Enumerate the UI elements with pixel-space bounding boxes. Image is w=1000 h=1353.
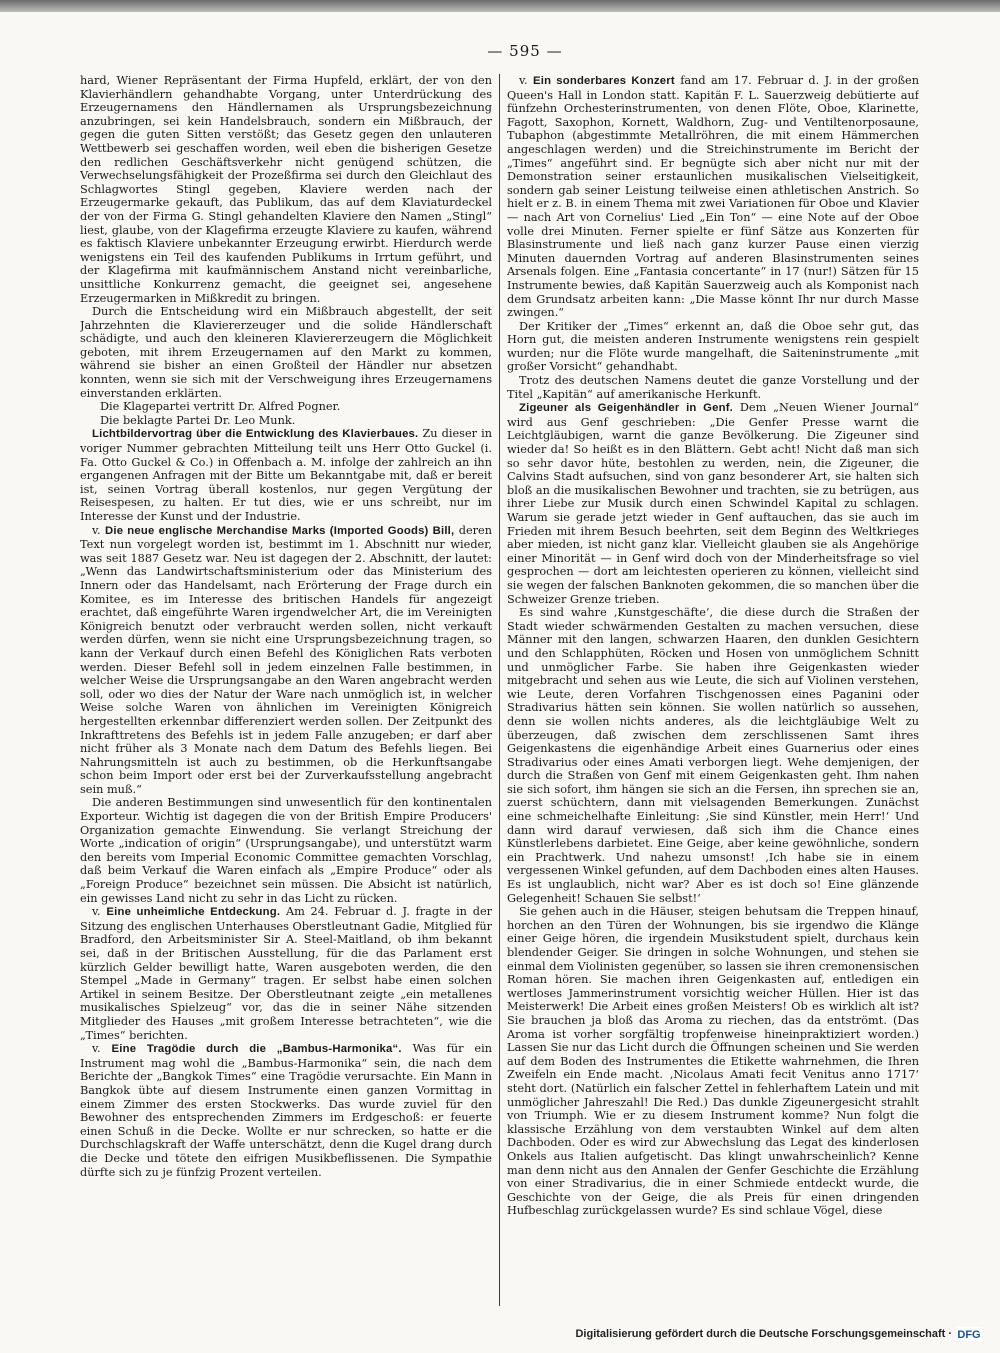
author-mark: v.: [92, 523, 101, 537]
digitization-credit: [575, 1325, 982, 1343]
article-paragraph: Es sind wahre ‚Kunstgeschäfte‘, die diese durch die Straßen der Stadt wieder schwärmenden Gestalten zu machen versuchen, diese Männer mit den langen, schwarzen Haaren, den dunklen Gesichtern und den Schlapphüten, Röcken und Hosen von unmöglichem Schnitt und unmöglicher Farbe. Sie haben ihre Geigenkasten wieder mitgebracht und sehen aus wie Leute, die sich auf Violinen verstehen, wie Leute, deren Vorfahren Tischgenossen eines Paganini oder Stradivarius hätten sein können. Sie wollen natürlich so aussehen, denn sie wollen nichts anderes, als die leichtgläubige Welt zu überzeugen, daß zwischen dem zerschlissenen Samt ihres Geigenkastens die eigenhändige Arbeit eines Guarnerius oder eines Stradivarius oder eines Amati verborgen liegt. Wehe demjenigen, der durch die Straßen von Genf mit einem Geigenkasten geht. Ihm nahen sie sich sofort, ihm hängen sie sich an die Fersen, ihn sprechen sie an, zuerst schüchtern, dann mit vielsagenden Bemerkungen. Zunächst eine schmeichelhafte Einleitung: ‚Sie sind Künstler, mein Herr!‘ Und dann wird darauf verwiesen, daß sich ihm die Chance eines Künstlerlebens darbietet. Eine Geige, aber keine gewöhnliche, sondern ein Prachtwerk. Und nahezu umsonst! ‚Ich habe sie in einem vergessenen Winkel gefunden, auf dem Dachboden eines alten Hauses. Es ist unglaublich, nicht war? Aber es ist doch so! Eine glänzende Gelegenheit! Schauen Sie selbst!‘: [507, 606, 919, 905]
article-text: Dem „Neuen Wiener Journal“ wird aus Genf geschrieben: „Die Genfer Presse warnt die Leichtgläubigen, warnt die ganze Bevölkerung. Die Zigeuner sind wieder da! So heißt es in den Blättern. Gebt acht! Nicht daß man sich so sehr davor hüte, bestohlen zu werden, nein, die Zigeuner, die Calvins Stadt aufsuchen, sind von ganz besonderer Art, sie halten sich bloß an die musikalischen Bewohner und trachten, sie zu betrügen, aus ihrer Liebe zur Musik durch einen Schwindel Kapital zu schlagen. Warum sie gerade jetzt wieder in Genf auftauchen, das sie auch im Frieden mit ihrem Besuch beehrten, seit dem Beginn des Weltkrieges aber mieden, ist nicht ganz klar. Vielleicht glauben sie als Angehörige einer Minorität — in Genf wird doch von der Minderheitsfrage so viel gesprochen — dort am leichtesten operieren zu können, vielleicht sind sie wegen der falschen Banknoten gekommen, die so manchen über die Schweizer Grenze trieben.: [507, 401, 919, 606]
article-unheimliche-entdeckung: [80, 905, 492, 1042]
column-divider: [499, 74, 500, 1306]
author-mark: v.: [92, 905, 101, 919]
plaintiff-counsel-line: Die Klagepartei vertritt Dr. Alfred Pogner.: [100, 400, 341, 414]
scan-edge-bar: [0, 0, 1000, 12]
article-text: Am 24. Februar d. J. fragte in der Sitzung des englischen Unterhauses Oberstleutnant Gadie, Mitglied für Bradford, den Arbeitsminister Sir A. Steel-Maitland, ob ihm bekannt sei, daß in der Britischen Ausstellung, für die das Parlament erst kürzlich Gelder bewilligt hatte, Waren ausgeboten werden, die den Stempel „Made in Germany“ tragen. Er selbst habe einen solchen Artikel in seinem Besitze. Der Oberstleutnant zeigte „ein metallenes musikalisches Spielzeug“ vor, das die in seiner Nähe sitzenden Mitglieder des Hauses „mit großem Interesse betrachteten“, wie die „Times“ berichten.: [80, 905, 492, 1042]
article-heading: Ein sonderbares Konzert: [533, 75, 675, 87]
article-text: deren Text nun vorgelegt worden ist, bestimmt im 1. Abschnitt nur wieder, was seit 1887 Gesetz war. Neu ist dagegen der 2. Abschnitt, der lautet: „Wenn das Landwirtschaftsministerium oder das Ministerium des Innern oder das Handelsamt, nach Erörterung der Frage durch ein Komitee, es im Interesse des britischen Handels für angezeigt erachtet, daß eingeführte Waren irgendwelcher Art, die im Vereinigten Königreich benutzt oder verbraucht werden sollen, nicht verkauft werden dürfen, wenn sie nicht eine Ursprungsbezeichnung tragen, so kann der Verkauf durch einen Befehl des Königlichen Rats verboten werden. Dieser Befehl soll in jedem einzelnen Falle bestimmen, in welcher Weise die Ursprungsangabe an den Waren angebracht werden soll, oder wo dies der Natur der Ware nach unmöglich ist, in welcher Weise solche Waren von ähnlichen im Vereinigten Königreich hergestellten erkennbar differenziert werden sollen. Der Zeitpunkt des Inkrafttretens des Befehls ist in jedem Falle anzugeben; er darf aber nicht früher als 3 Monate nach dem Datum des Befehls liegen. Bei Nahrungsmitteln ist auch zu bestimmen, ob die Herkunftsangabe schon beim Import oder erst bei der Zurverkaufsstellung angebracht sein muß.“: [80, 523, 492, 796]
article-bambus-harmonika: [80, 1042, 492, 1179]
article-merchandise-marks: [80, 524, 492, 797]
author-mark: v.: [92, 1042, 101, 1056]
article-paragraph: Sie gehen auch in die Häuser, steigen behutsam die Treppen hinauf, horchen an den Türen der Wohnungen, bis sie irgendwo die Klänge einer Geige hören, die irgendein Musikstudent spielt, durchaus kein blendender Geiger. Sie dringen in solche Wohnungen, und stehen sie einmal dem Violinisten gegenüber, so lassen sie ihren cremonensischen Roman hören. Sie machen ihren Geigenkasten auf, entledigen ein wertloses Jammerinstrument vorsichtig weicher Hüllen. Hier ist das Meisterwerk! Die Arbeit eines großen Meisters! Ob es wirklich alt ist? Sie brauchen ja bloß das Aroma zu riechen, das da entströmt. (Das Aroma ist vorher sorgfältig tropfenweise hineinpraktiziert worden.) Lassen Sie nur das Licht durch die Öffnungen scheinen und Sie werden auf dem Boden des Instrumentes die Etikette wahrnehmen, die Ihren Zweifeln ein Ende macht. ‚Nicolaus Amati fecit Venitus anno 1717‘ steht dort. (Natürlich ein falscher Zettel in fehlerhaftem Latein und mit unmöglicher Jahreszahl! Die Red.) Das dunkle Zigeunergesicht strahlt von Triumph. Wie er zu diesem Instrument komme? Nun folgt die klassische Erzählung von dem verstaubten Winkel auf dem alten Dachboden. Oder es wird zur Abwechslung das Legat des kinderlosen Onkels aus Italien aufgetischt. Das klingt unwahrscheinlich? Kenne man denn nicht aus den Annalen der Genfer Geschichte die Erzählung von einer Stradivarius, die in einer Schmiede entdeckt wurde, die Geschichte von der Geige, die als Preis für einen dringenden Hufbeschlag zurückgelassen wurde? Es sind schlaue Vögel, diese: [507, 905, 919, 1218]
article-heading: Lichtbildervortrag über die Entwicklung des Klavierbaues.: [92, 428, 419, 441]
article-text: Zu dieser in voriger Nummer gebrachten Mitteilung teilt uns Herr Otto Guckel (i. Fa. Otto Guckel & Co.) in Offenbach a. M. infolge der zahlreich an ihn ergangenen Anfragen mit der Bitte um Bekanntgabe mit, daß er bereit ist, seinen Vortrag überall kostenlos, nur gegen Vergütung der Reisespesen, zu halten. Er tut dies, wie er uns schreibt, nur im Interesse der Kunst und der Industrie.: [80, 427, 492, 523]
right-column: [507, 74, 919, 1314]
article-heading: Zigeuner als Geigenhändler in Genf.: [519, 402, 733, 415]
dfg-logo-icon: [956, 1327, 982, 1341]
article-heading: Die neue englische Merchandise Marks (Imported Goods) Bill,: [105, 524, 455, 537]
article-lichtbildervortrag: [80, 427, 492, 523]
article-continuation-paragraph: hard, Wiener Repräsentant der Firma Hupfeld, erklärt, der von den Klavierhändlern gehandhabte Vorgang, unter Unterdrückung des Erzeugernamens den Händlernamen als Ursprungsbezeichnung anzubringen, sei kein Handelsbrauch, sondern ein Mißbrauch, der gegen die guten Sitten verstößt; das Gesetz gegen den unlauteren Wettbewerb sei geschaffen worden, weil eben die bisherigen Gesetze den redlichen Geschäftsverkehr nicht genügend schützen, die Verwechselungsfähigkeit der Prozeßfirma sei durch den Gleichlaut des Schlagwortes Stingl gegeben, Klaviere werden nach der Erzeugermarke gekauft, das Publikum, das auf dem Klaviaturdeckel der von der Firma G. Stingl gehandelten Klaviere den Namen „Stingl“ liest, glaube, von der Klagefirma erzeugte Klaviere zu kaufen, während es faktisch Klaviere unbekannter Erzeugung erwirbt. Hierdurch werde wenigstens ein Teil des kaufenden Publikums in Irrtum geführt, und der Klagefirma mit kaufmännischem Anstand nicht vereinbarliche, unsittliche Konkurrenz gemacht, die geeignet sei, angesehene Erzeugermarken in Mißkredit zu bringen.: [80, 74, 492, 305]
article-text: Was für ein Instrument mag wohl die „Bambus-Harmonika“ sein, die nach dem Berichte der „Bangkok Times“ eine Tragödie verursachte. Ein Mann in Bangkok übte auf diesem Instrumente einen ganzen Vormittag in einem Zimmer des ersten Stockwerks. Das wurde zuviel für den Bewohner des entsprechenden Zimmers im Erdgeschoß: er feuerte einen Schuß in die Decke. Wollte er nur schrecken, so hatte er die Durchschlagskraft der Waffe unterschätzt, denn die Kugel drang durch die Decke und tötete den eifrigen Musikbeflissenen. Die Sympathie dürfte sich zu je fünfzig Prozent verteilen.: [80, 1042, 492, 1179]
article-zigeuner-genf: [507, 401, 919, 606]
article-heading: Eine Tragödie durch die „Bambus-Harmonika“.: [111, 1043, 402, 1056]
page-number: — 595 —: [487, 42, 563, 60]
article-sonderbares-konzert: [507, 74, 919, 320]
article-paragraph: Die anderen Bestimmungen sind unwesentlich für den kontinentalen Exporteur. Wichtig ist dagegen die von der British Empire Producers' Organization gemachte Einwendung. Sie verlangt Streichung der Worte „indication of origin“ (Ursprungsangabe), und unterstützt warm den bereits vom Imperial Economic Committee gemachten Vorschlag, daß beim Verkauf die Waren einfach als „Empire Produce“ oder als „Foreign Produce“ bezeichnet sein müssen. Die Absicht ist natürlich, ein gewisses Land nicht zu sehr in das Licht zu rücken.: [80, 796, 492, 905]
article-text: fand am 17. Februar d. J. in der großen Queen's Hall in London statt. Kapitän F. L. Sauerzweig debütierte auf fünfzehn Orchesterinstrumenten, von denen Flöte, Oboe, Klarinette, Fagott, Saxophon, Kornett, Waldhorn, Zug- und Ventiltenorposaune, Tubaphon (abgestimmte Metallröhren, die mit einem Hämmerchen angeschlagen werden) und die Streichinstrumente im Bericht der „Times“ angeführt sind. Er begnügte sich aber nicht nur mit der Demonstration seiner erstaunlichen musikalischen Vielseitigkeit, sondern gab seiner Leistung teilweise einen athletischen Anstrich. So hielt er z. B. in einem Thema mit zwei Variationen für Oboe und Klavier — nach Art von Cornelius' Lied „Ein Ton“ — eine Note auf der Oboe volle drei Minuten. Ferner spielte er fünf Sätze aus Konzerten für Blasinstrumente und ließ nach ganz kurzer Pause einen vierzig Minuten dauernden Vortrag auf anderen Blasinstrumenten seines Arsenals folgen. Eine „Fantasia concertante“ in 17 (nur!) Sätzen für 15 Instrumente bewies, daß Kapitän Sauerzweig auch als Komponist nach dem Grundsatz arbeiten kann: „Die Masse könnt Ihr nur durch Masse zwingen.“: [507, 74, 919, 320]
article-paragraph: Durch die Entscheidung wird ein Mißbrauch abgestellt, der seit Jahrzehnten die Klaviererzeuger und die solide Händlerschaft schädigte, und auch den kleineren Klaviererzeugern die Möglichkeit geboten, mit ihrem Erzeugernamen auf den Markt zu kommen, während sie bisher an einen Großteil der Händler nur absetzen konnten, wenn sie sich mit der Verschweigung ihres Erzeugernamens einverstanden erklärten.: [80, 305, 492, 400]
defendant-counsel-line: Die beklagte Partei Dr. Leo Munk.: [100, 413, 296, 427]
dfg-logo-text: DFG: [957, 1329, 981, 1341]
left-column: [80, 74, 492, 1314]
article-paragraph: Der Kritiker der „Times“ erkennt an, daß die Oboe sehr gut, das Horn gut, die meisten anderen Instrumente wenigstens rein gespielt wurden; nur die Flöte wurde mangelhaft, die Saiteninstrumente „mit großer Vorsicht“ gehandhabt.: [507, 319, 919, 374]
article-paragraph: Trotz des deutschen Namens deutet die ganze Vorstellung und der Titel „Kapitän“ auf amerikanische Herkunft.: [507, 374, 919, 401]
article-heading: Eine unheimliche Entdeckung.: [106, 906, 281, 919]
author-mark: v.: [519, 74, 528, 87]
credit-text: Digitalisierung gefördert durch die Deutsche Forschungsgemeinschaft ·: [575, 1328, 952, 1340]
